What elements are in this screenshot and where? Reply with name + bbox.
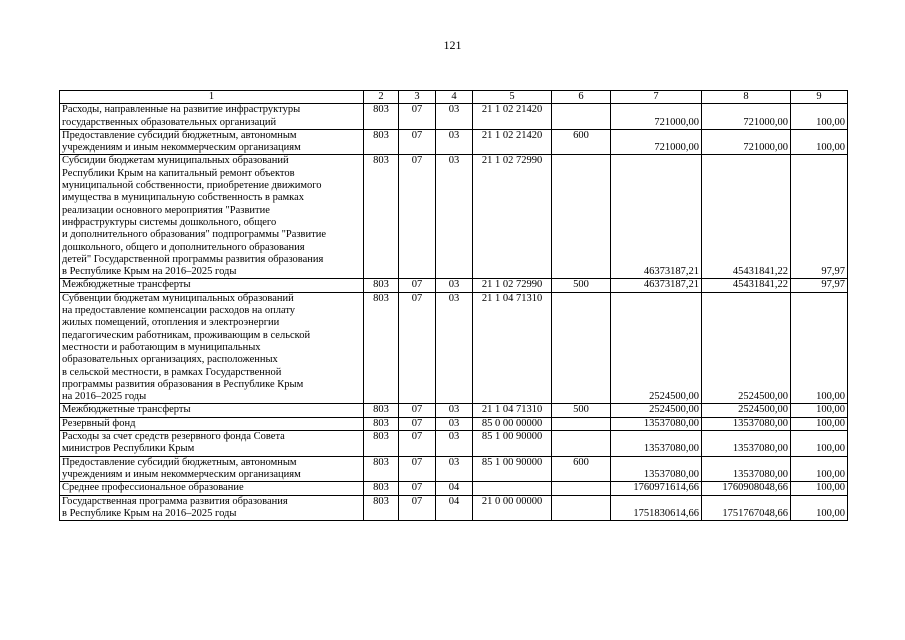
table-row — [60, 155, 848, 279]
cell-ministry-code: 803 — [364, 155, 399, 279]
cell-ministry-code: 803 — [364, 279, 399, 292]
cell-executed-amount: 1760908048,66 — [702, 482, 791, 495]
table-row — [60, 104, 848, 130]
cell-execution-percent: 100,00 — [791, 431, 848, 457]
cell-description: Среднее профессиональное образование — [60, 482, 364, 495]
cell-subsection-code: 03 — [436, 292, 473, 404]
cell-planned-amount: 1760971614,66 — [611, 482, 702, 495]
budget-table — [59, 90, 848, 521]
table-row — [60, 129, 848, 155]
header-cell: 3 — [399, 91, 436, 104]
cell-planned-amount: 1751830614,66 — [611, 495, 702, 521]
header-cell: 7 — [611, 91, 702, 104]
header-cell: 9 — [791, 91, 848, 104]
header-cell: 1 — [60, 91, 364, 104]
cell-ministry-code: 803 — [364, 456, 399, 482]
cell-expense-type — [552, 482, 611, 495]
cell-subsection-code: 03 — [436, 456, 473, 482]
cell-description: Предоставление субсидий бюджетным, автономным учреждениям и иным некоммерческим организациям — [60, 456, 364, 482]
cell-section-code: 07 — [399, 129, 436, 155]
cell-description: Субвенции бюджетам муниципальных образований на предоставление компенсации расходов на оплату жилых помещений, отопления и электроэнергии педагогическим работникам, проживающим в сельской местности и работающим в муниципальных образовательных организациях, расположенных в сельской местности, в рамках Государственной программы развития образования в Республике Крым на 2016–2025 годы — [60, 292, 364, 404]
cell-description: Субсидии бюджетам муниципальных образований Республики Крым на капитальный ремонт объектов муниципальной собственности, приобретение движимого имущества в муниципальную собственность в рамках реализации основного мероприятия "Развитие инфраструктуры системы дошкольного, общего и дополнительного образования" подпрограммы "Развитие дошкольного, общего и дополнительного образования детей" Государственной программы развития образования в Республике Крым на 2016–2025 годы — [60, 155, 364, 279]
table-row — [60, 404, 848, 417]
cell-expense-type: 600 — [552, 129, 611, 155]
cell-executed-amount: 721000,00 — [702, 104, 791, 130]
cell-subsection-code: 04 — [436, 482, 473, 495]
table-row — [60, 279, 848, 292]
cell-section-code: 07 — [399, 482, 436, 495]
cell-planned-amount: 46373187,21 — [611, 279, 702, 292]
cell-section-code: 07 — [399, 292, 436, 404]
cell-ministry-code: 803 — [364, 104, 399, 130]
cell-planned-amount: 13537080,00 — [611, 417, 702, 430]
cell-target-article: 21 1 02 72990 — [473, 155, 552, 279]
cell-section-code: 07 — [399, 417, 436, 430]
table-row — [60, 292, 848, 404]
page-number: 121 — [443, 38, 462, 52]
header-cell: 2 — [364, 91, 399, 104]
cell-execution-percent: 100,00 — [791, 417, 848, 430]
cell-planned-amount: 46373187,21 — [611, 155, 702, 279]
cell-ministry-code: 803 — [364, 292, 399, 404]
cell-execution-percent: 97,97 — [791, 155, 848, 279]
cell-subsection-code: 03 — [436, 129, 473, 155]
cell-execution-percent: 100,00 — [791, 104, 848, 130]
cell-executed-amount: 13537080,00 — [702, 431, 791, 457]
cell-execution-percent: 100,00 — [791, 482, 848, 495]
table-row — [60, 431, 848, 457]
table-row — [60, 417, 848, 430]
cell-expense-type — [552, 104, 611, 130]
cell-execution-percent: 100,00 — [791, 404, 848, 417]
cell-description: Расходы, направленные на развитие инфраструктуры государственных образовательных организаций — [60, 104, 364, 130]
cell-executed-amount: 13537080,00 — [702, 417, 791, 430]
cell-planned-amount: 721000,00 — [611, 129, 702, 155]
cell-planned-amount: 2524500,00 — [611, 404, 702, 417]
cell-planned-amount: 721000,00 — [611, 104, 702, 130]
cell-description: Межбюджетные трансферты — [60, 404, 364, 417]
cell-description: Расходы за счет средств резервного фонда Совета министров Республики Крым — [60, 431, 364, 457]
table-header-row — [60, 91, 848, 104]
cell-description: Межбюджетные трансферты — [60, 279, 364, 292]
cell-executed-amount: 45431841,22 — [702, 155, 791, 279]
cell-planned-amount: 13537080,00 — [611, 431, 702, 457]
cell-section-code: 07 — [399, 279, 436, 292]
cell-execution-percent: 100,00 — [791, 292, 848, 404]
cell-section-code: 07 — [399, 104, 436, 130]
cell-expense-type: 600 — [552, 456, 611, 482]
cell-target-article: 21 1 04 71310 — [473, 292, 552, 404]
cell-ministry-code: 803 — [364, 482, 399, 495]
cell-expense-type — [552, 495, 611, 521]
header-cell: 5 — [473, 91, 552, 104]
header-cell: 6 — [552, 91, 611, 104]
cell-ministry-code: 803 — [364, 431, 399, 457]
cell-execution-percent: 100,00 — [791, 456, 848, 482]
cell-executed-amount: 2524500,00 — [702, 404, 791, 417]
cell-subsection-code: 03 — [436, 279, 473, 292]
cell-executed-amount: 2524500,00 — [702, 292, 791, 404]
cell-expense-type — [552, 155, 611, 279]
cell-planned-amount: 13537080,00 — [611, 456, 702, 482]
cell-expense-type: 500 — [552, 279, 611, 292]
cell-ministry-code: 803 — [364, 404, 399, 417]
cell-target-article — [473, 482, 552, 495]
table-row — [60, 495, 848, 521]
cell-description: Резервный фонд — [60, 417, 364, 430]
cell-target-article: 85 0 00 00000 — [473, 417, 552, 430]
cell-executed-amount: 1751767048,66 — [702, 495, 791, 521]
cell-target-article: 21 1 02 72990 — [473, 279, 552, 292]
cell-subsection-code: 03 — [436, 417, 473, 430]
cell-subsection-code: 03 — [436, 404, 473, 417]
cell-expense-type — [552, 431, 611, 457]
header-cell: 8 — [702, 91, 791, 104]
cell-planned-amount: 2524500,00 — [611, 292, 702, 404]
cell-execution-percent: 97,97 — [791, 279, 848, 292]
cell-subsection-code: 04 — [436, 495, 473, 521]
cell-section-code: 07 — [399, 456, 436, 482]
table-row — [60, 456, 848, 482]
cell-target-article: 21 1 02 21420 — [473, 129, 552, 155]
cell-expense-type: 500 — [552, 404, 611, 417]
cell-executed-amount: 45431841,22 — [702, 279, 791, 292]
table-row — [60, 482, 848, 495]
cell-ministry-code: 803 — [364, 417, 399, 430]
cell-description: Государственная программа развития образования в Республике Крым на 2016–2025 годы — [60, 495, 364, 521]
cell-executed-amount: 721000,00 — [702, 129, 791, 155]
cell-target-article: 85 1 00 90000 — [473, 431, 552, 457]
cell-target-article: 21 1 02 21420 — [473, 104, 552, 130]
cell-subsection-code: 03 — [436, 431, 473, 457]
cell-expense-type — [552, 292, 611, 404]
cell-target-article: 85 1 00 90000 — [473, 456, 552, 482]
cell-description: Предоставление субсидий бюджетным, автономным учреждениям и иным некоммерческим организациям — [60, 129, 364, 155]
cell-ministry-code: 803 — [364, 495, 399, 521]
cell-execution-percent: 100,00 — [791, 129, 848, 155]
cell-target-article: 21 0 00 00000 — [473, 495, 552, 521]
cell-subsection-code: 03 — [436, 104, 473, 130]
header-cell: 4 — [436, 91, 473, 104]
cell-execution-percent: 100,00 — [791, 495, 848, 521]
cell-expense-type — [552, 417, 611, 430]
cell-target-article: 21 1 04 71310 — [473, 404, 552, 417]
cell-ministry-code: 803 — [364, 129, 399, 155]
cell-section-code: 07 — [399, 495, 436, 521]
cell-section-code: 07 — [399, 431, 436, 457]
cell-subsection-code: 03 — [436, 155, 473, 279]
cell-executed-amount: 13537080,00 — [702, 456, 791, 482]
cell-section-code: 07 — [399, 155, 436, 279]
cell-section-code: 07 — [399, 404, 436, 417]
